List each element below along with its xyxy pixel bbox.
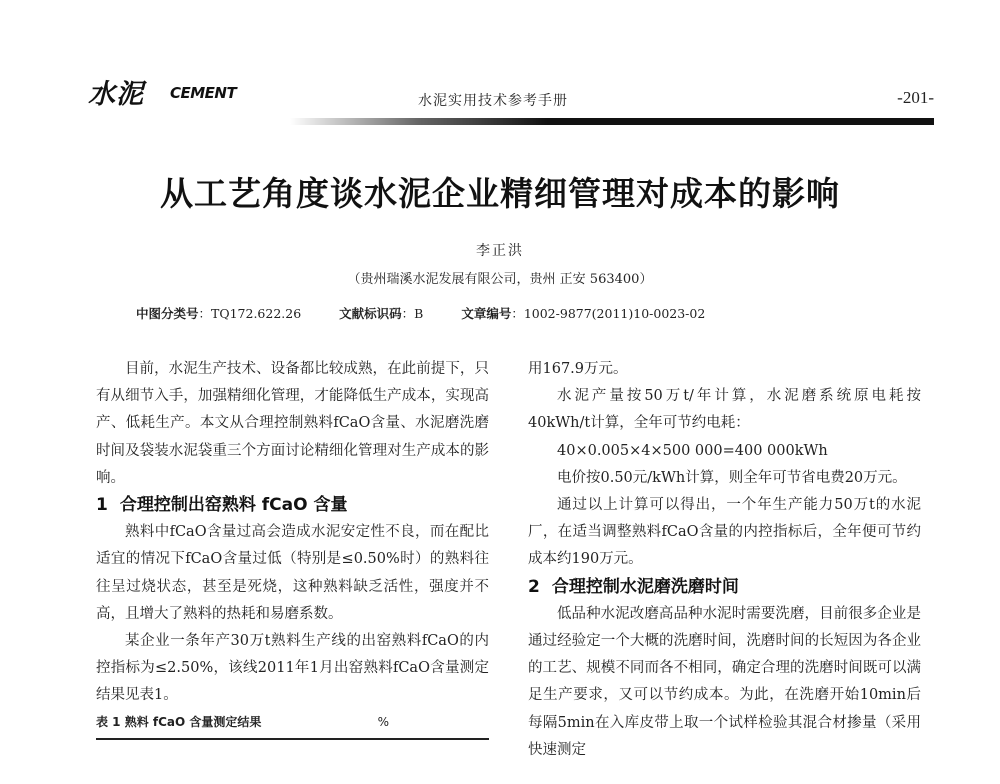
section-1-heading <box>96 492 489 519</box>
article-title: 从工艺角度谈水泥企业精细管理对成本的影响 <box>160 174 840 213</box>
section-2-heading <box>528 574 921 601</box>
table-top-rule <box>96 738 489 740</box>
table-caption-text: 表 1 熟料 fCaO 含量测定结果 <box>96 714 262 729</box>
intro-paragraph: 目前，水泥生产技术、设备都比较成熟，在此前提下，只有从细节入手，加强精细化管理，才能降低生产成本，实现高产、低耗生产。本文从合理控制熟料fCaO含量、水泥磨洗磨时间及袋装水泥袋重三个方面讨论精细化管理对生产成本的影响。 <box>96 361 489 486</box>
left-column <box>96 356 489 740</box>
running-header: 水泥实用技术参考手册 <box>418 93 568 109</box>
doc-code-label: 文献标识码 <box>339 306 402 321</box>
energy-paragraph: 水泥产量按50万t/年计算，水泥磨系统原电耗按40kWh/t计算，全年可节约电耗： <box>528 388 921 432</box>
article-no-label: 文章编号 <box>461 306 512 321</box>
clc-value: ：TQ172.622.26 <box>198 306 302 321</box>
section-1-title: 合理控制出窑熟料 fCaO 含量 <box>119 495 348 516</box>
section-2-number: 2 <box>528 576 540 597</box>
section-2-title: 合理控制水泥磨洗磨时间 <box>551 576 739 597</box>
summary-paragraph: 通过以上计算可以得出，一个年生产能力50万t的水泥厂，在适当调整熟料fCaO含量的内控指标后，全年便可节约成本约190万元。 <box>528 497 921 568</box>
section-1-paragraph-2: 某企业一条年产30万t熟料生产线的出窑熟料fCaO的内控指标为≤2.50%，该线2011年1月出窑熟料fCaO含量测定结果见表1。 <box>96 633 489 704</box>
article-metadata <box>136 304 705 322</box>
author-affiliation: （贵州瑞溪水泥发展有限公司，贵州 正安 563400） <box>347 272 653 287</box>
section-1-number: 1 <box>96 495 108 516</box>
continued-paragraph: 用167.9万元。 <box>528 361 628 377</box>
author-name: 李正洪 <box>476 243 524 259</box>
section-2-paragraph: 低品种水泥改磨高品种水泥时需要洗磨，目前很多企业是通过经验定一个大概的洗磨时间，洗磨时间的长短因为各企业的工艺、规模不同而各不相同，确定合理的洗磨时间既可以满足生产要求，又可以节约成本。为此，在洗磨开始10min后每隔5min在入库皮带上取一个试样检验其混合材掺量（采用快速测定 <box>528 605 921 758</box>
table-caption <box>96 710 489 734</box>
right-column <box>528 356 921 764</box>
journal-logo-cn: 水泥 <box>88 79 144 110</box>
energy-formula: 40×0.005×4×500 000=400 000kWh <box>557 442 828 459</box>
section-1-paragraph-1: 熟料中fCaO含量过高会造成水泥安定性不良，而在配比适宜的情况下fCaO含量过低（特别是≤0.50%时）的熟料往往呈过烧状态，甚至是死烧，这种熟料缺乏活性，强度并不高，且增大了熟料的热耗和易磨系数。 <box>96 524 489 622</box>
header-rule <box>290 118 934 125</box>
page-number: -201- <box>897 88 934 107</box>
article-no-value: ：1002-9877(2011)10-0023-02 <box>511 306 706 321</box>
journal-logo-en: CEMENT <box>170 84 237 102</box>
electricity-paragraph: 电价按0.50元/kWh计算，则全年可节省电费20万元。 <box>557 469 907 486</box>
doc-code-value: ：B <box>401 306 424 321</box>
clc-label: 中图分类号 <box>136 306 199 321</box>
table-unit: % <box>377 714 389 729</box>
